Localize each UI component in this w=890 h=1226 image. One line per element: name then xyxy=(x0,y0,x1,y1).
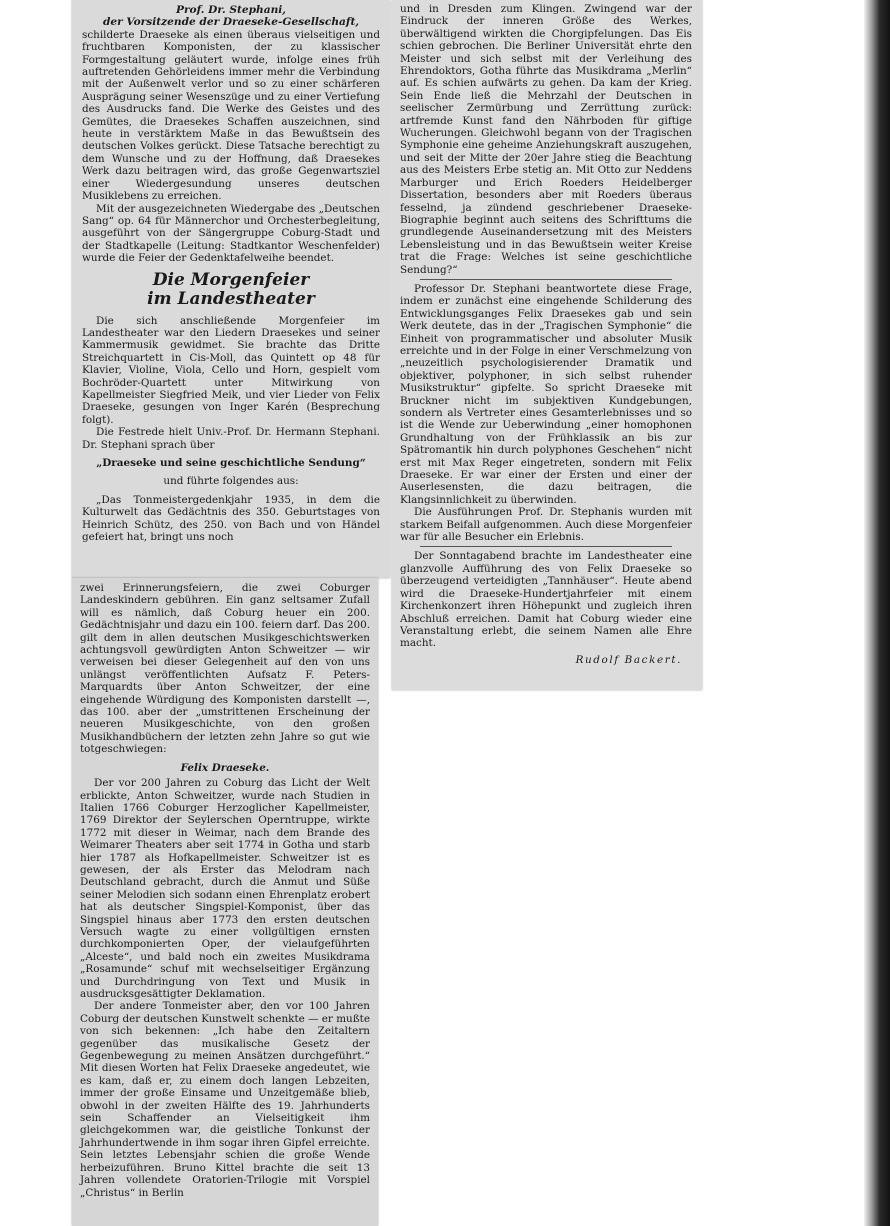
speech-intro: und führte folgendes aus: xyxy=(163,475,299,488)
clipping-column-3 xyxy=(392,0,702,690)
clipping-column-2 xyxy=(72,578,378,1226)
subheading: Felix Draeseke. xyxy=(180,761,270,774)
paragraph: Die Festrede hielt Univ.-Prof. Dr. Hermann Stephani. Dr. Stephani sprach über xyxy=(82,426,380,451)
paragraph: Der Sonntagabend brachte im Landestheater eine glanzvolle Aufführung des von Felix Draeseke so überzeugend verteidigten „Tannhäuser“. Heute abend wird die Draeseke-Hundertjahrfeier mit einem Kirchenkonzert ihren Höhepunkt und zugleich ihren Abschluß erreichen. Damit hat Coburg wieder eine Veranstaltung erlebt, die seinem Namen alle Ehre macht. xyxy=(400,550,692,650)
speaker-name: Prof. Dr. Stephani, xyxy=(175,4,286,16)
divider xyxy=(420,546,672,547)
divider xyxy=(420,279,672,280)
paragraph: Der andere Tonmeister aber, den vor 100 Jahren Coburg der deutschen Kunstwelt schenkte — er mußte von sich bekennen: „Ich habe den Zeitaltern gegenüber das musikalische Gesetz der Gegenbewegung zu meinen Ansätzen durchgeführt.“ Mit diesen Worten hat Felix Draeseke angedeutet, wie es kam, daß er, zu einem doch langen Lebzeiten, immer der große Einsame und Unzeitgemäße blieb, obwohl in der zweiten Hälfte des 19. Jahrhunderts sein Schaffender an Vielseitigkeit ihm gleichgekommen war, die geistliche Tonkunst der Jahrhundertwende in ihm sogar ihren Gipfel erreichte. Sein letztes Lebensjahr schien die große Wende herbeizuführen. Bruno Kittel brachte die seit 13 Jahren vollendete Oratorien-Trilogie mit Vorspiel „Christus“ in Berlin xyxy=(80,1000,370,1199)
paragraph: zwei Erinnerungsfeiern, die zwei Coburger Landeskindern gebühren. Ein ganz seltsamer Zufall will es nämlich, daß Coburg heuer ein 200. Gedächtnisjahr und dazu ein 100. feiern darf. Das 200. gilt dem in allen deutschen Musikgeschichtswerken achtungsvoll gewürdigten Anton Schweitzer — wir verweisen bei dieser Gelegenheit auf den von uns unlängst veröffentlichten Aufsatz F. Peters-Marquardts über Anton Schweitzer, der eine eingehende Würdigung des Komponisten darstellt —, das 100. aber der „umstrittenen Erscheinung der neueren Musikgeschichte, von den großen Musikhandbüchern der letzten zehn Jahre so gut wie totgeschwiegen: xyxy=(80,582,370,756)
paragraph: Die sich anschließende Morgenfeier im Landestheater war den Liedern Draesekes und seiner Kammermusik gewidmet. Sie brachte das Dritte Streichquartett in Cis-Moll, das Quintett op 48 für Klavier, Violine, Viola, Cello und Horn, gespielt vom Bochröder-Quartett unter Mitwirkung von Kapellmeister Siegfried Meik, und vier Lieder von Felix Draeseke, gesungen von Inger Karén (Besprechung folgt). xyxy=(82,314,380,426)
paragraph: Mit der ausgezeichneten Wiedergabe des „Deutschen Sang“ op. 64 für Männerchor und Orchesterbegleitung, ausgeführt von der Sängergruppe Coburg-Stadt und der Stadtkapelle (Leitung: Stadtkantor Weschenfelder) wurde die Feier der Gedenktafelweihe beendet. xyxy=(82,202,380,265)
paragraph: Der vor 200 Jahren zu Coburg das Licht der Welt erblickte, Anton Schweitzer, wurde nach Studien in Italien 1766 Coburger Herzoglicher Kapellmeister, 1769 Direktor der Seylerschen Operntruppe, wirkte 1772 mit dieser in Weimar, nach dem Brande des Weimarer Theaters aber seit 1774 in Gotha und starb hier 1787 als Hofkapellmeister. Schweitzer ist es gewesen, der als Erster das Melodram nach Deutschland gebracht, durch die Anmut und Süße seiner Melodien sich sodann einen Ehrenplatz erobert hat als deutscher Singspiel-Komponist, über das Singspiel hinaus aber 1773 den ersten deutschen Versuch wagte zu einer vollgültigen ernsten durchkomponierten Oper, der vielaufgeführten „Alceste“, und bald noch ein zweites Musikdrama „Rosamunde“ schuf mit wechselseitiger Ergänzung und Durchdringung von Text und Musik in ausdrucksgesättigter Deklamation. xyxy=(80,777,370,1000)
paragraph: „Das Tonmeistergedenkjahr 1935, in dem die Kulturwelt das Gedächtnis des 350. Geburtstages von Heinrich Schütz, des 250. von Bach und von Händel gefeiert hat, bringt uns noch xyxy=(82,493,380,544)
clipping-column-1 xyxy=(72,0,390,578)
paragraph: Professor Dr. Stephani beantwortete diese Frage, indem er zunächst eine eingehende Schilderung des Entwicklungsganges Felix Draesekes gab und sein Werk deutete, das in der „Tragischen Symphonie“ die Einheit von programmatischer und absoluter Musik erreichte und in der Folge in einer Verschmelzung von „neuzeitlich psychologisierender Dramatik und objektiver, polyphoner, in sich selbst ruhender Musikstruktur“ gipfelte. So spricht Draeseke mit Bruckner nicht im subjektiven Kundgebungen, sondern als Vertreter eines Gesamterlebnisses und so ist die Wende zur Ueberwindung „einer homophonen Grundhaltung von der Frühklassik an bis zur Spätromantik hin durch polyphones Geschehen“ nicht erst mit Max Reger eingetreten, sondern mit Felix Draeseke. Er war einer der Ersten und einer der Auserlesensten, die dazu beitragen, die Klangsinnlichkeit zu überwinden. xyxy=(400,282,692,506)
headline-line-1: Die Morgenfeier xyxy=(152,269,310,290)
speech-title: „Draeseke und seine geschichtliche Sendung“ xyxy=(96,457,366,469)
section-headline xyxy=(82,271,380,309)
paragraph: schilderte Draeseke als einen überaus vielseitigen und fruchtbaren Komponisten, der zu klassischer Formgestaltung geläutert wurde, infolge eines früh auftretenden Gehörleidens immer mehr die Verbindung mit der Außenwelt verlor und so zu einer schärferen Ausprägung seiner Wesenszüge und zu einer Vertiefung des Ausdrucks fand. Die Werke des Geistes und des Gemütes, die Draesekes Schaffen auszeichnen, sind heute in verstärktem Maße in das Bewußtsein des deutschen Volkes gerückt. Diese Tatsache berechtigt zu dem Wunsche und zu der Hoffnung, daß Draesekes Werk dazu beitragen wird, das große Gegenwartsziel einer Wiedergesundung unseres deutschen Musiklebens zu erreichen. xyxy=(82,28,380,203)
paragraph: und in Dresden zum Klingen. Zwingend war der Eindruck der inneren Größe des Werkes, überwältigend wirkten die Chorgipfelungen. Das Eis schien gebrochen. Die Berliner Universität ehrte den Meister und sich selbst mit der Verleihung des Ehrendoktors, Gotha führte das Musikdrama „Merlin“ auf. Es schien aufwärts zu gehen. Da kam der Krieg. Sein Ende ließ die Mehrzahl der Deutschen in seelischer Zermürbung und Zerrüttung zurück: artfremde Kunst fand den Nährboden für giftige Wucherungen. Gleichwohl begann von der Tragischen Symphonie eine geheime Anziehungskraft auszugehen, und seit der Mitte der 20er Jahre stieg die Beachtung aus des Meisters Erbe stetig an. Mit Otto zur Neddens Marburger und Erich Roeders Heidelberger Dissertation, besonders aber mit Roeders überaus fesselnd, ja zündend geschriebener Draeseke-Biographie beginnt auch seitens des Schrifttums die grundlegende Auseinandersetzung mit des Meisters Lebensleistung und in das Bewußtsein weiter Kreise trat die Frage: Welches ist seine geschichtliche Sendung?“ xyxy=(400,3,692,276)
headline-line-2: im Landestheater xyxy=(147,288,315,309)
author-signature: Rudolf Backert. xyxy=(575,653,682,666)
scan-edge-shadow xyxy=(864,0,890,1226)
paragraph: Die Ausführungen Prof. Dr. Stephanis wurden mit starkem Beifall aufgenommen. Auch diese Morgenfeier war für alle Besucher ein Erlebnis. xyxy=(400,506,692,544)
speaker-role: der Vorsitzende der Draeseke-Gesellschaft, xyxy=(102,16,360,29)
